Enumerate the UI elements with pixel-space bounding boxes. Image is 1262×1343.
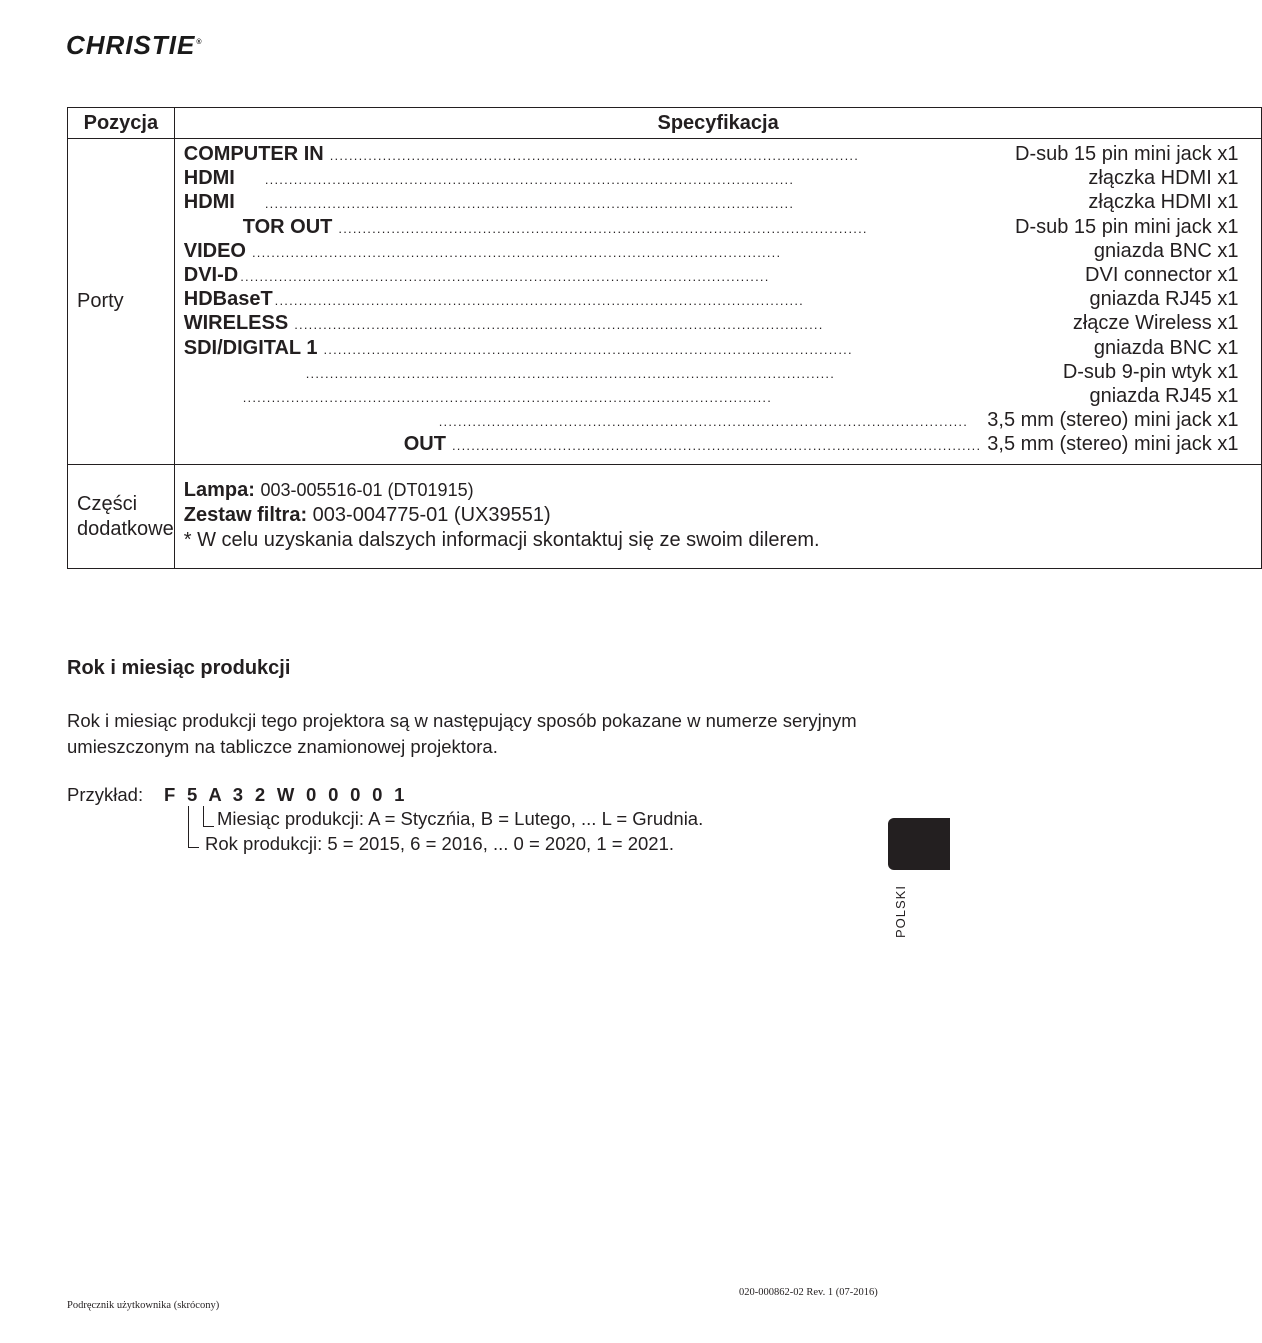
section-paragraph: Rok i miesiąc produkcji tego projektora są w następujący sposób pokazane w numerze seryjnym umieszczonym na tabliczce znamionowej projektora. — [67, 710, 857, 757]
footer-manual-title: Podręcznik użytkownika (skrócony) — [67, 1300, 220, 1311]
port-line: TOR OUT .............................................................................................................. D-sub 15 pin mini jack x1 — [242, 215, 1239, 238]
table-header-row — [68, 108, 1262, 139]
port-line: DVI-D .............................................................................................................. DVI connector x1 — [183, 263, 1239, 286]
spec-table — [67, 107, 1262, 569]
port-line: SDI/DIGITAL 1 .............................................................................................................. gniazda BNC x1 — [183, 336, 1239, 359]
port-line: HDMI .............................................................................................................. złączka HDMI x1 — [183, 191, 1239, 214]
christie-logo: CHRISTIE® — [66, 30, 203, 60]
header-specification: Specyfikacja — [174, 108, 1262, 139]
port-line: .............................................................................................................. gniazda RJ45 x1 — [242, 384, 1239, 407]
language-side-label: POLSKI — [893, 885, 908, 938]
section-title: Rok i miesiąc produkcji — [67, 657, 291, 679]
example-label: Przykład: — [67, 784, 144, 805]
example-serial-code: F 5 A 3 2 W 0 0 0 0 1 — [164, 784, 408, 805]
dealer-note: * W celu uzyskania dalszych informacji skontaktuj się ze swoim dilerem. — [183, 529, 820, 552]
footer-document-number: 020-000862-02 Rev. 1 (07-2016) — [739, 1287, 878, 1298]
header-position: Pozycja — [68, 108, 175, 139]
port-line: WIRELESS .............................................................................................................. złącze Wireless x1 — [183, 312, 1239, 335]
year-bracket-line — [188, 806, 199, 848]
ports-label: Porty — [68, 139, 175, 465]
parts-spec — [174, 465, 1262, 569]
filter-line: Zestaw filtra: 003-004775-01 (UX39551) — [183, 504, 551, 527]
year-explanation: Rok produkcji: 5 = 2015, 6 = 2016, ... 0 = 2020, 1 = 2021. — [205, 833, 675, 854]
port-line: VIDEO .............................................................................................................. gniazda BNC x1 — [183, 239, 1239, 262]
parts-label: Części dodatkowe — [68, 465, 175, 569]
port-line: HDBaseT .............................................................................................................. gniazda RJ45 x1 — [183, 288, 1239, 311]
port-line: .............................................................................................................. D-sub 9-pin wtyk x1 — [305, 360, 1239, 383]
table-row-ports — [68, 139, 1262, 465]
port-line: HDMI .............................................................................................................. złączka HDMI x1 — [183, 167, 1239, 190]
port-line: COMPUTER IN .............................................................................................................. D-sub 15 pin mini jack x1 — [183, 143, 1239, 165]
language-tab-marker — [888, 818, 950, 870]
port-line: .............................................................................................................. 3,5 mm (stereo) mini jack x1 — [438, 409, 1239, 432]
lamp-line: Lampa: 003-005516-01 (DT01915) — [183, 479, 474, 502]
ports-spec — [174, 139, 1262, 465]
month-bracket-line — [203, 806, 214, 827]
month-explanation: Miesiąc produkcji: A = Styczńia, B = Lutego, ... L = Grudnia. — [217, 808, 704, 829]
port-line: OUT .............................................................................................................. 3,5 mm (stereo) mini jack x1 — [403, 433, 1239, 456]
table-row-parts — [68, 465, 1262, 569]
